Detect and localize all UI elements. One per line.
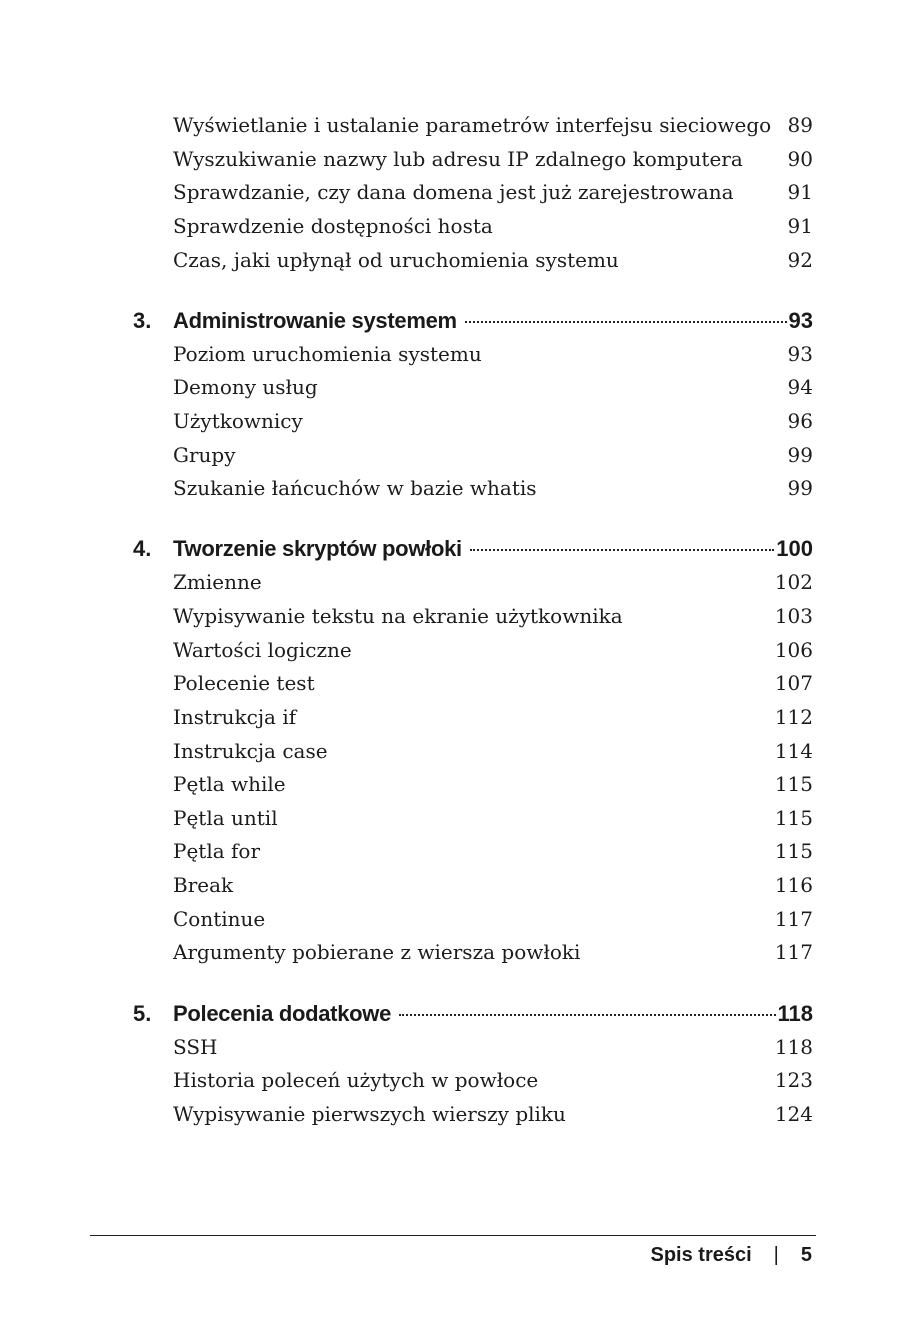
footer-page-number: 5 [800, 1244, 812, 1266]
chapter-title: Administrowanie systemem [173, 308, 457, 333]
toc-entry[interactable] [173, 1065, 813, 1095]
toc-entry[interactable] [173, 736, 813, 766]
toc-entry-page: 94 [787, 375, 813, 399]
chapter-title: Tworzenie skryptów powłoki [173, 536, 462, 561]
toc-entry-page: 112 [774, 705, 813, 729]
toc-entry-page: 117 [774, 907, 813, 931]
toc-entry-title: SSH [173, 1035, 218, 1059]
toc-entry-title: Continue [173, 907, 266, 931]
toc-entry-page: 92 [787, 248, 813, 272]
toc-entry-title: Wypisywanie tekstu na ekranie użytkownika [173, 604, 623, 628]
toc-entry-page: 103 [774, 604, 813, 628]
toc-entry-title: Break [173, 873, 234, 897]
chapter-number: 3. [133, 308, 152, 333]
toc-entry-page: 115 [774, 839, 813, 863]
toc-entry[interactable] [173, 144, 813, 174]
toc-entry-title: Grupy [173, 443, 236, 467]
toc-entry-title: Szukanie łańcuchów w bazie whatis [173, 476, 537, 500]
toc-entry-title: Historia poleceń użytych w powłoce [173, 1068, 539, 1092]
toc-entry-title: Pętla for [173, 839, 261, 863]
footer-section-title: Spis treści [650, 1244, 752, 1266]
toc-entry-page: 91 [787, 180, 813, 204]
toc-entry-title: Argumenty pobierane z wiersza powłoki [173, 940, 581, 964]
toc-entry-page: 124 [774, 1102, 813, 1126]
toc-entry-page: 107 [774, 671, 813, 695]
toc-entry-page: 123 [774, 1068, 813, 1092]
toc-entry[interactable] [173, 870, 813, 900]
chapter-title: Polecenia dodatkowe [173, 1001, 392, 1026]
toc-entry-page: 102 [774, 570, 813, 594]
dot-leader [465, 321, 787, 323]
toc-entry[interactable] [173, 668, 813, 698]
toc-entry-page: 90 [787, 147, 813, 171]
chapter-number: 5. [133, 1001, 152, 1026]
toc-entry-title: Czas, jaki upłynął od uruchomienia systemu [173, 248, 619, 272]
toc-entry-page: 99 [787, 476, 813, 500]
toc-entry-page: 114 [774, 739, 813, 763]
chapter-heading[interactable] [133, 998, 813, 1030]
toc-entry-page: 99 [787, 443, 813, 467]
toc-entry-page: 89 [787, 113, 813, 137]
toc-entry[interactable] [173, 567, 813, 597]
toc-entry-title: Wyświetlanie i ustalanie parametrów interfejsu sieciowego [173, 113, 772, 137]
toc-entry[interactable] [173, 1099, 813, 1129]
dot-leader [470, 549, 774, 551]
toc-entry-title: Wartości logiczne [173, 638, 352, 662]
toc-entry-title: Sprawdzanie, czy dana domena jest już zarejestrowana [173, 180, 734, 204]
chapter-heading[interactable] [133, 533, 813, 565]
page-footer [651, 1240, 813, 1270]
toc-entry-page: 93 [787, 342, 813, 366]
toc-entry-page: 96 [787, 409, 813, 433]
toc-entry[interactable] [173, 245, 813, 275]
toc-entry[interactable] [173, 904, 813, 934]
toc-entry-title: Pętla until [173, 806, 278, 830]
chapter-page: 100 [776, 536, 813, 561]
toc-entry-page: 118 [774, 1035, 813, 1059]
toc-entry[interactable] [173, 635, 813, 665]
toc-entry[interactable] [173, 372, 813, 402]
toc-entry-title: Pętla while [173, 772, 286, 796]
chapter-number: 4. [133, 536, 152, 561]
toc-entry[interactable] [173, 211, 813, 241]
toc-entry[interactable] [173, 110, 813, 140]
toc-entry-title: Sprawdzenie dostępności hosta [173, 214, 493, 238]
toc-entry-title: Demony usług [173, 375, 318, 399]
toc-entry[interactable] [173, 473, 813, 503]
toc-entry-title: Instrukcja if [173, 705, 297, 729]
toc-entry-title: Zmienne [173, 570, 262, 594]
toc-entry-page: 117 [774, 940, 813, 964]
dot-leader [399, 1014, 775, 1016]
chapter-page: 93 [788, 308, 813, 333]
toc-entry-page: 116 [774, 873, 813, 897]
toc-entry[interactable] [173, 339, 813, 369]
toc-entry[interactable] [173, 440, 813, 470]
toc-entry[interactable] [173, 836, 813, 866]
toc-entry[interactable] [173, 702, 813, 732]
toc-entry-page: 115 [774, 772, 813, 796]
chapter-heading[interactable] [133, 305, 813, 337]
toc-entry[interactable] [173, 769, 813, 799]
toc-entry[interactable] [173, 937, 813, 967]
toc-entry-title: Użytkownicy [173, 409, 303, 433]
footer-separator: | [773, 1244, 779, 1266]
toc-entry-title: Wypisywanie pierwszych wierszy pliku [173, 1102, 566, 1126]
toc-entry-title: Wyszukiwanie nazwy lub adresu IP zdalnego komputera [173, 147, 743, 171]
footer-rule [90, 1235, 816, 1236]
toc-entry-page: 91 [787, 214, 813, 238]
toc-entry[interactable] [173, 406, 813, 436]
toc-entry[interactable] [173, 1032, 813, 1062]
chapter-page: 118 [777, 1001, 813, 1026]
toc-entry-title: Instrukcja case [173, 739, 328, 763]
toc-entry-page: 106 [774, 638, 813, 662]
toc-entry[interactable] [173, 601, 813, 631]
toc-entry-title: Poziom uruchomienia systemu [173, 342, 482, 366]
toc-entry[interactable] [173, 803, 813, 833]
toc-entry-page: 115 [774, 806, 813, 830]
toc-entry-title: Polecenie test [173, 671, 315, 695]
toc-entry[interactable] [173, 177, 813, 207]
